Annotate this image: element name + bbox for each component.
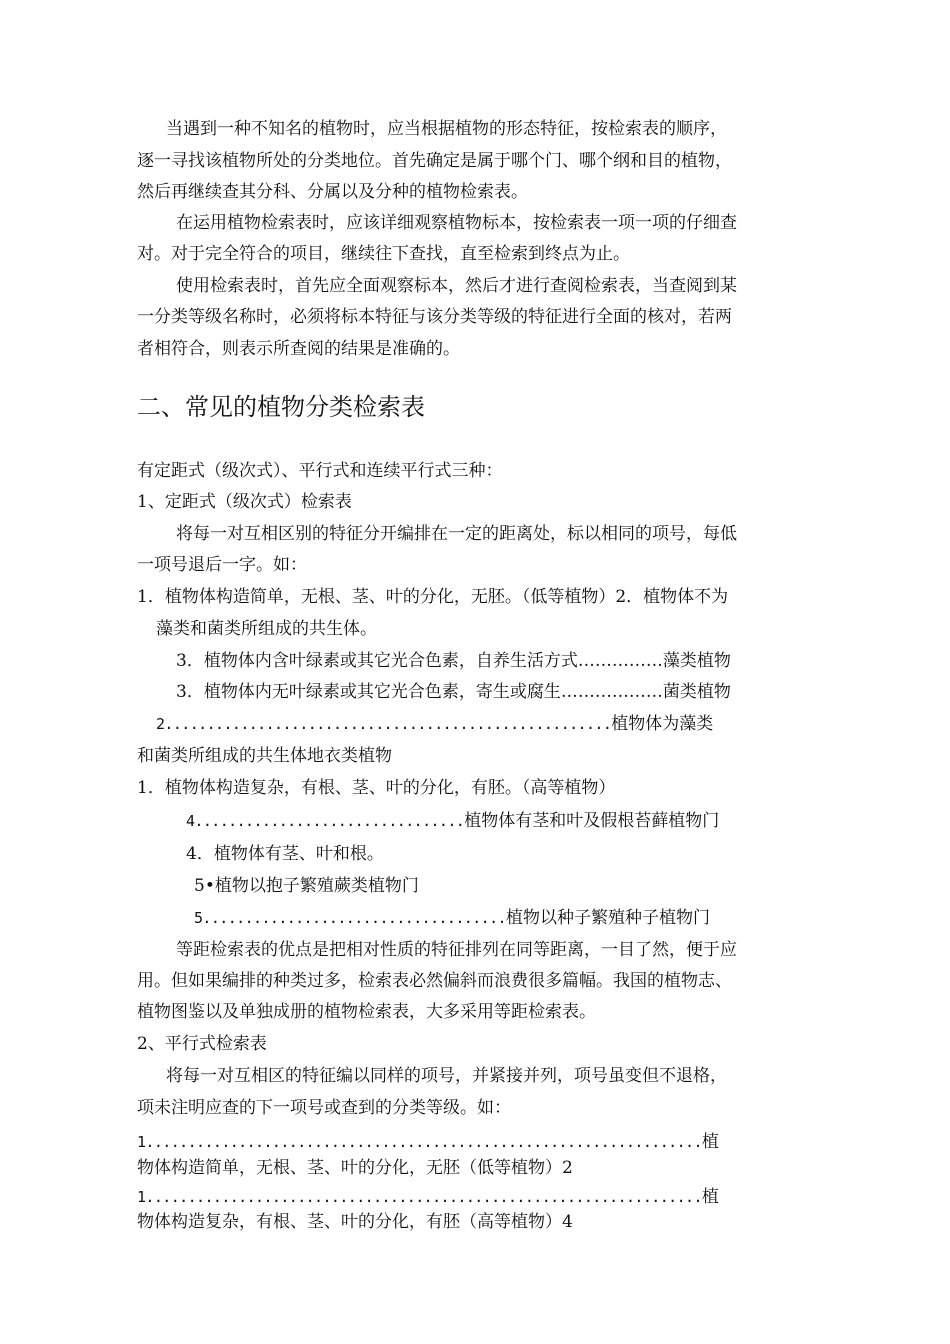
key-5b-leader-dots: ................................... bbox=[210, 909, 506, 927]
intro-paragraph-1-line-2: 逐一寻找该植物所处的分类地位。首先确定是属于哪个门、哪个纲和目的植物， bbox=[137, 151, 732, 171]
advantage-line-1: 等距检索表的优点是把相对性质的特征排列在同等距离，一目了然，便于应 bbox=[176, 940, 737, 960]
parallel-entry-2-line-2: 物体构造复杂，有根、茎、叶的分化，有胚（高等植物）4 bbox=[137, 1212, 573, 1232]
key-3b: 3．植物体内无叶绿素或其它光合色素，寄生或腐生………………菌类植物 bbox=[176, 682, 731, 702]
key-5b bbox=[194, 907, 710, 929]
intro-paragraph-3-line-3: 者相符合，则表示所查阅的结果是准确的。 bbox=[137, 339, 460, 359]
key-2-tail: 植物体为藻类 bbox=[611, 714, 714, 734]
parallel-entry-2-leader-dots: ................................................................. bbox=[153, 1188, 702, 1206]
intro-paragraph-1-line-1: 当遇到一种不知名的植物时，应当根据植物的形态特征，按检索表的顺序， bbox=[166, 119, 727, 139]
advantage-line-2: 用。但如果编排的种类过多，检索表必然偏斜而浪费很多篇幅。我国的植物志、 bbox=[137, 971, 732, 991]
parallel-entry-1-line-1 bbox=[137, 1131, 719, 1153]
key-4a-number: 4. bbox=[186, 812, 203, 830]
key-4b: 4．植物体有茎、叶和根。 bbox=[186, 844, 384, 864]
part2-desc-line-2: 项未注明应查的下一项号或查到的分类等级。如： bbox=[137, 1098, 511, 1118]
intro-paragraph-2-line-1: 在运用植物检索表时，应该详细观察植物标本，按检索表一项一项的仔细查 bbox=[176, 213, 737, 233]
section-title: 二、常见的植物分类检索表 bbox=[137, 393, 425, 421]
intro-paragraph-3-line-2: 一分类等级名称时，必须将标本特征与该分类等级的特征进行全面的核对，若两 bbox=[137, 307, 732, 327]
part1-desc-line-2: 一项号退后一字。如： bbox=[137, 555, 307, 575]
key-2-line-2: 和菌类所组成的共生体地衣类植物 bbox=[137, 746, 392, 766]
key-4a-leader-dots: ............................... bbox=[202, 812, 465, 830]
section-types-line: 有定距式（级次式）、平行式和连续平行式三种： bbox=[137, 461, 503, 481]
key-1b: 1．植物体构造复杂，有根、茎、叶的分化，有胚。（高等植物） bbox=[137, 778, 616, 798]
key-1-line-2: 藻类和菌类所组成的共生体。 bbox=[156, 619, 377, 639]
key-2-number: 2. bbox=[156, 715, 173, 733]
parallel-entry-1-line-2: 物体构造简单，无根、茎、叶的分化，无胚（低等植物）2 bbox=[137, 1158, 573, 1178]
part2-heading: 2、平行式检索表 bbox=[137, 1034, 267, 1054]
part1-heading: 1、定距式（级次式）检索表 bbox=[137, 492, 352, 512]
key-5b-tail: 植物以种子繁殖种子植物门 bbox=[505, 908, 710, 928]
intro-paragraph-1-line-3: 然后再继续查其分科、分属以及分种的植物检索表。 bbox=[137, 182, 528, 202]
intro-paragraph-2-line-2: 对。对于完全符合的项目，继续往下查找，直至检索到终点为止。 bbox=[137, 244, 630, 264]
key-5a: 5•植物以抱子繁殖蕨类植物门 bbox=[194, 876, 419, 896]
parallel-entry-1-leader-dots: ................................................................. bbox=[153, 1133, 702, 1151]
intro-paragraph-3-line-1: 使用检索表时，首先应全面观察标本，然后才进行查阅检索表，当查阅到某 bbox=[176, 276, 737, 296]
parallel-entry-2-line-1 bbox=[137, 1186, 719, 1208]
part1-desc-line-1: 将每一对互相区别的特征分开编排在一定的距离处，标以相同的项号，每低 bbox=[176, 524, 737, 544]
advantage-line-3: 植物图鉴以及单独成册的植物检索表，大多采用等距检索表。 bbox=[137, 1002, 596, 1022]
key-4a bbox=[186, 810, 719, 832]
parallel-entry-2-number: 1. bbox=[137, 1188, 154, 1206]
parallel-entry-2-tail: 植 bbox=[701, 1187, 719, 1207]
key-2-leader-dots: .................................................... bbox=[172, 715, 612, 733]
parallel-entry-1-tail: 植 bbox=[701, 1132, 719, 1152]
key-5b-number: 5. bbox=[194, 909, 211, 927]
parallel-entry-1-number: 1. bbox=[137, 1133, 154, 1151]
key-4a-tail: 植物体有茎和叶及假根苔藓植物门 bbox=[464, 811, 720, 831]
key-2-line-1 bbox=[156, 713, 713, 735]
key-1-line-1: 1．植物体构造简单，无根、茎、叶的分化，无胚。（低等植物）2．植物体不为 bbox=[137, 587, 729, 607]
part2-desc-line-1: 将每一对互相区的特征编以同样的项号，并紧接并列，项号虽变但不退格， bbox=[166, 1066, 727, 1086]
key-3a: 3．植物体内含叶绿素或其它光合色素，自养生活方式……………藻类植物 bbox=[176, 651, 731, 671]
